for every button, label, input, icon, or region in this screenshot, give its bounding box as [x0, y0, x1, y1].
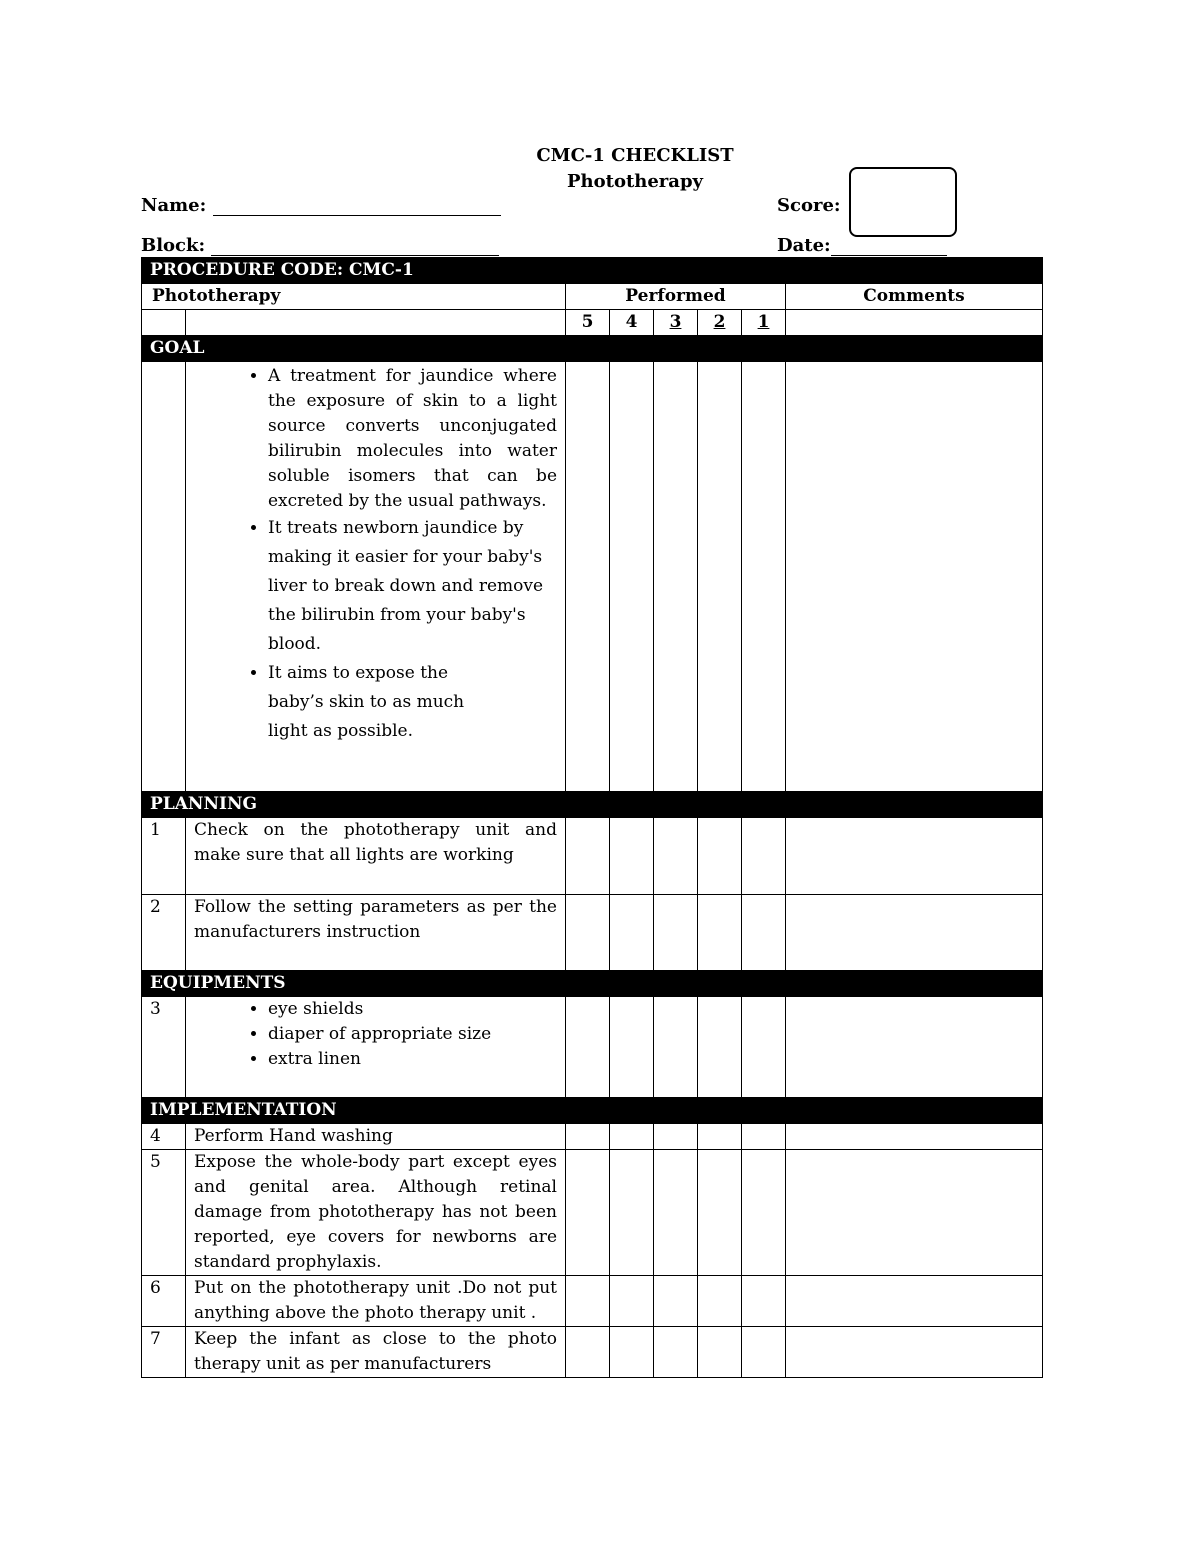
- score-cell[interactable]: [610, 1276, 654, 1327]
- block-label: Block:: [141, 235, 206, 256]
- table-row: [142, 1276, 1043, 1327]
- table-row: [142, 818, 1043, 895]
- score-cell[interactable]: [654, 818, 698, 895]
- list-item: • It aims to expose the baby’s skin to as much light as possible.: [268, 659, 557, 746]
- score-cell[interactable]: [698, 1327, 742, 1378]
- score-cell[interactable]: [742, 895, 786, 971]
- score-3: 3: [654, 310, 698, 336]
- score-cell[interactable]: [654, 1327, 698, 1378]
- step-text: Follow the setting parameters as per the manufacturers instruction: [186, 895, 566, 971]
- row-number: 7: [142, 1327, 186, 1378]
- checklist-table: [141, 257, 1043, 1378]
- row-number: 5: [142, 1150, 186, 1276]
- score-scale-row: [142, 310, 1043, 336]
- section-goal: [142, 336, 1043, 362]
- score-cell[interactable]: [742, 818, 786, 895]
- goal-list: [194, 364, 557, 746]
- table-row: [142, 1327, 1043, 1378]
- score-cell[interactable]: [742, 362, 786, 792]
- date-row: [777, 235, 947, 256]
- comment-cell[interactable]: [786, 1276, 1043, 1327]
- score-cell[interactable]: [654, 1150, 698, 1276]
- step-text: Keep the infant as close to the photo therapy unit as per manufacturers: [194, 1329, 557, 1374]
- table-header-row: [142, 284, 1043, 310]
- comment-cell[interactable]: [786, 1327, 1043, 1378]
- score-cell[interactable]: [698, 1124, 742, 1150]
- comment-cell[interactable]: [786, 818, 1043, 895]
- score-cell[interactable]: [654, 362, 698, 792]
- equipment-list: [194, 997, 557, 1072]
- score-cell[interactable]: [610, 1150, 654, 1276]
- block-row: [141, 235, 499, 256]
- score-cell[interactable]: [698, 1150, 742, 1276]
- section-equipments: [142, 971, 1043, 997]
- equipment-text: [186, 997, 566, 1098]
- score-cell[interactable]: [654, 1276, 698, 1327]
- comment-cell[interactable]: [786, 362, 1043, 792]
- name-field[interactable]: [213, 197, 501, 216]
- list-item: • eye shields: [268, 997, 557, 1022]
- step-text-clip: [186, 1327, 566, 1378]
- list-item: • It treats newborn jaundice by making it easier for your baby's liver to break down and remove the bilirubin from your baby's blood.: [268, 514, 557, 659]
- score-cell[interactable]: [610, 1327, 654, 1378]
- blank-cell: [142, 310, 186, 336]
- comments-header: Comments: [786, 284, 1043, 310]
- score-cell[interactable]: [654, 997, 698, 1098]
- score-cell[interactable]: [698, 362, 742, 792]
- score-cell[interactable]: [698, 818, 742, 895]
- procedure-code: PROCEDURE CODE: CMC-1: [142, 258, 1043, 284]
- date-label: Date:: [777, 235, 831, 256]
- row-number: 6: [142, 1276, 186, 1327]
- section-title: GOAL: [142, 336, 1043, 362]
- score-cell[interactable]: [610, 997, 654, 1098]
- row-number: 2: [142, 895, 186, 971]
- score-cell[interactable]: [742, 1327, 786, 1378]
- score-cell[interactable]: [698, 895, 742, 971]
- checklist-title: CMC-1 CHECKLIST: [536, 145, 734, 166]
- score-cell[interactable]: [566, 818, 610, 895]
- table-row: [142, 1150, 1043, 1276]
- section-title: PLANNING: [142, 792, 1043, 818]
- section-planning: [142, 792, 1043, 818]
- score-cell[interactable]: [698, 1276, 742, 1327]
- step-text: Put on the phototherapy unit .Do not put anything above the photo therapy unit .: [186, 1276, 566, 1327]
- score-5: 5: [566, 310, 610, 336]
- procedure-name: Phototherapy: [142, 284, 566, 310]
- list-item: • extra linen: [268, 1047, 557, 1072]
- step-text: Expose the whole-body part except eyes and genital area. Although retinal damage from phototherapy has not been reported, eye covers for newborns are standard prophylaxis.: [186, 1150, 566, 1276]
- table-row: [142, 997, 1043, 1098]
- procedure-code-bar: [142, 258, 1043, 284]
- table-row: [142, 362, 1043, 792]
- goal-text: [186, 362, 566, 792]
- performed-header: Performed: [566, 284, 786, 310]
- checklist-subtitle: Phototherapy: [567, 171, 703, 192]
- blank-cell: [186, 310, 566, 336]
- table-row: [142, 895, 1043, 971]
- score-cell[interactable]: [698, 997, 742, 1098]
- score-1: 1: [742, 310, 786, 336]
- section-implementation: [142, 1098, 1043, 1124]
- list-item: • A treatment for jaundice where the exposure of skin to a light source converts unconjugated bilirubin molecules into water soluble isomers that can be excreted by the usual pathways.: [268, 364, 557, 514]
- date-field[interactable]: [831, 237, 947, 256]
- row-number: 4: [142, 1124, 186, 1150]
- table-row: [142, 1124, 1043, 1150]
- step-text: Perform Hand washing: [186, 1124, 566, 1150]
- score-2: 2: [698, 310, 742, 336]
- score-cell[interactable]: [610, 1124, 654, 1150]
- section-title: EQUIPMENTS: [142, 971, 1043, 997]
- row-number: 1: [142, 818, 186, 895]
- score-cell[interactable]: [566, 362, 610, 792]
- score-cell[interactable]: [742, 1150, 786, 1276]
- step-text: Check on the phototherapy unit and make sure that all lights are working: [186, 818, 566, 895]
- name-row: [141, 195, 501, 216]
- score-cell[interactable]: [566, 1150, 610, 1276]
- score-cell[interactable]: [742, 1276, 786, 1327]
- score-cell[interactable]: [566, 895, 610, 971]
- score-cell[interactable]: [566, 1276, 610, 1327]
- comment-cell[interactable]: [786, 997, 1043, 1098]
- score-cell[interactable]: [566, 1124, 610, 1150]
- list-item: • diaper of appropriate size: [268, 1022, 557, 1047]
- comment-cell[interactable]: [786, 1150, 1043, 1276]
- section-title: IMPLEMENTATION: [142, 1098, 1043, 1124]
- score-4: 4: [610, 310, 654, 336]
- comment-cell[interactable]: [786, 895, 1043, 971]
- name-label: Name:: [141, 195, 207, 216]
- score-cell[interactable]: [742, 1124, 786, 1150]
- score-cell[interactable]: [566, 997, 610, 1098]
- score-label: Score:: [777, 195, 841, 216]
- score-cell[interactable]: [566, 1327, 610, 1378]
- row-number: [142, 362, 186, 792]
- score-cell[interactable]: [610, 362, 654, 792]
- score-cell[interactable]: [654, 1124, 698, 1150]
- score-box[interactable]: [849, 167, 957, 237]
- score-cell[interactable]: [654, 895, 698, 971]
- blank-cell: [786, 310, 1043, 336]
- block-field[interactable]: [211, 237, 499, 256]
- score-cell[interactable]: [610, 895, 654, 971]
- score-cell[interactable]: [742, 997, 786, 1098]
- row-number: 3: [142, 997, 186, 1098]
- score-cell[interactable]: [610, 818, 654, 895]
- comment-cell[interactable]: [786, 1124, 1043, 1150]
